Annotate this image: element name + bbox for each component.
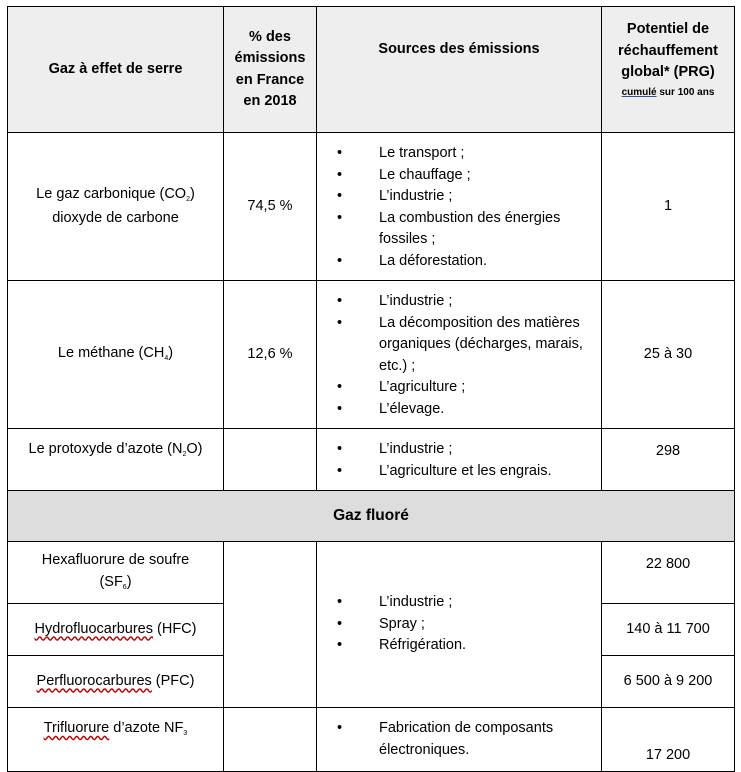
- list-item: • La décomposition des matières organiques (décharges, marais, etc.) ;: [333, 313, 597, 378]
- list-item: • Fabrication de composants électroniques.: [333, 718, 597, 761]
- list-item: • L’industrie ;: [333, 186, 597, 208]
- header-percent: % des émissions en France en 2018: [224, 7, 317, 133]
- table-row: [8, 708, 735, 772]
- table-row: [8, 133, 735, 281]
- header-prg-note-rest: sur 100 ans: [656, 86, 715, 98]
- percent-nf3: [224, 708, 317, 772]
- gas-name-hfc: Hydrofluocarbures (HFC): [8, 604, 224, 656]
- list-item: • Le chauffage ;: [333, 165, 597, 187]
- prg-hfc: 140 à 11 700: [602, 604, 735, 656]
- table-row: [8, 542, 735, 604]
- list-item: • L’industrie ;: [333, 439, 597, 461]
- percent-n2o: [224, 429, 317, 491]
- percent-fluorinated: [224, 542, 317, 708]
- prg-ch4: 25 à 30: [602, 281, 735, 429]
- header-gas: Gaz à effet de serre: [8, 7, 224, 133]
- list-item: • L’élevage.: [333, 399, 597, 421]
- header-prg-main: Potentiel de réchauffement global* (PRG): [618, 21, 718, 80]
- list-item: • L’agriculture et les engrais.: [333, 461, 597, 483]
- list-item: • Réfrigération.: [333, 635, 597, 657]
- list-item: • L’agriculture ;: [333, 377, 597, 399]
- greenhouse-gas-table: [7, 6, 735, 772]
- sources-n2o: [317, 429, 602, 491]
- table-row: [8, 429, 735, 491]
- section-row: [8, 491, 735, 542]
- list-item: • L’industrie ;: [333, 291, 597, 313]
- gas-name-co2: Le gaz carbonique $(CO_2)$ dioxyde de carbone: [8, 133, 224, 281]
- header-prg: [602, 7, 735, 133]
- gas-name-n2o: Le protoxyde d’azote $(N_2O)$: [8, 429, 224, 491]
- list-item: • Le transport ;: [333, 143, 597, 165]
- header-row: [8, 7, 735, 133]
- percent-ch4: 12,6 %: [224, 281, 317, 429]
- section-title: Gaz fluoré: [8, 491, 735, 542]
- header-prg-note: [608, 86, 728, 100]
- prg-sf6: 22 800: [602, 542, 735, 604]
- gas-name-pfc: Perfluorocarbures (PFC): [8, 656, 224, 708]
- gas-name-ch4: Le méthane $(CH_4)$: [8, 281, 224, 429]
- list-item: • L’industrie ;: [333, 592, 597, 614]
- sources-fluorinated: [317, 542, 602, 708]
- list-item: • Spray ;: [333, 614, 597, 636]
- sources-co2: [317, 133, 602, 281]
- prg-nf3: 17 200: [602, 708, 735, 772]
- gas-name-sf6: Hexafluorure de soufre $(SF_6)$: [8, 542, 224, 604]
- prg-co2: 1: [602, 133, 735, 281]
- header-sources: Sources des émissions: [317, 7, 602, 133]
- header-prg-note-word: cumulé: [621, 86, 657, 98]
- percent-co2: 74,5 %: [224, 133, 317, 281]
- list-item: • La combustion des énergies fossiles ;: [333, 208, 597, 251]
- gas-name-nf3: Trifluorure d’azote $NF_3$: [8, 708, 224, 772]
- list-item: • La déforestation.: [333, 251, 597, 273]
- table-row: [8, 281, 735, 429]
- sources-nf3: [317, 708, 602, 772]
- prg-n2o: 298: [602, 429, 735, 491]
- prg-pfc: 6 500 à 9 200: [602, 656, 735, 708]
- sources-ch4: [317, 281, 602, 429]
